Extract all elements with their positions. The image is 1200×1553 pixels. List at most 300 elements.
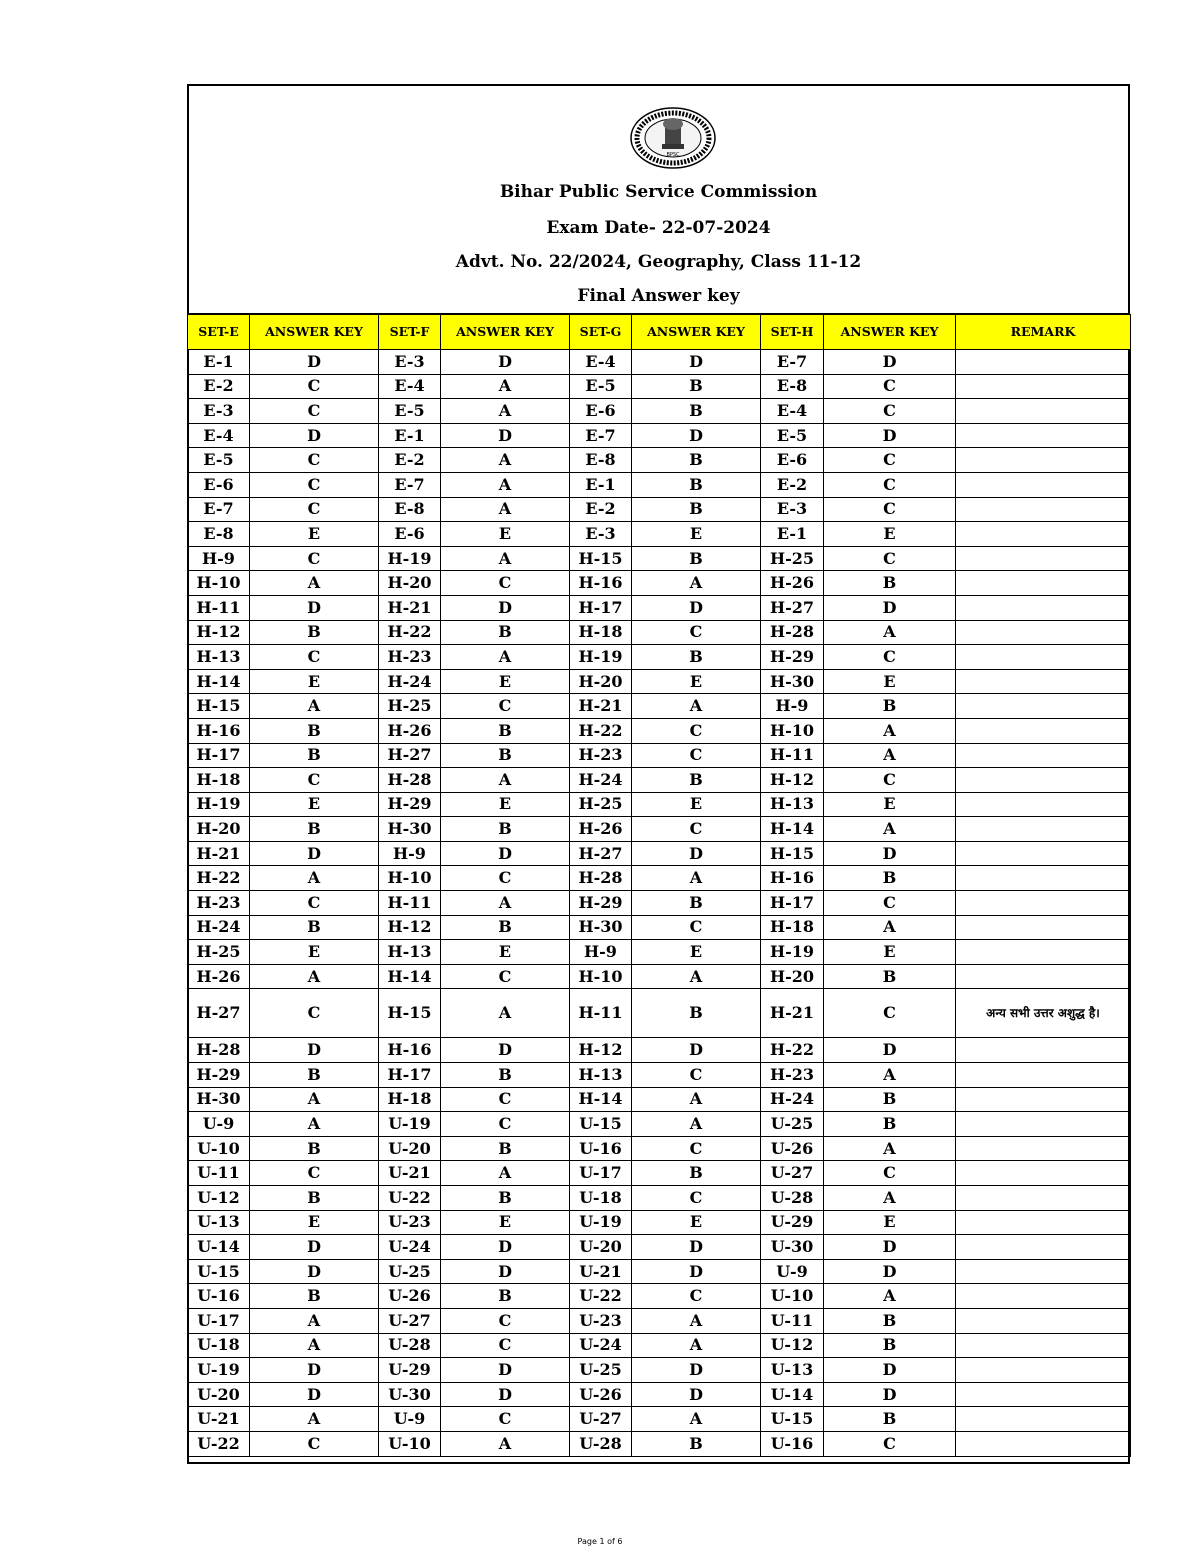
answer-cell: C [441,1087,570,1112]
table-row [188,1284,1131,1309]
question-cell: U-19 [570,1210,632,1235]
answer-cell: E [250,522,379,547]
question-cell: U-22 [379,1186,441,1211]
remark-cell [956,448,1131,473]
question-cell: H-30 [188,1087,250,1112]
question-cell: H-17 [570,595,632,620]
answer-cell: C [824,989,956,1038]
table-row [188,1112,1131,1137]
answer-cell: B [632,448,761,473]
answer-cell: C [250,1161,379,1186]
answer-cell: A [250,1308,379,1333]
answer-cell: B [441,620,570,645]
remark-cell [956,964,1131,989]
question-cell: E-8 [188,522,250,547]
table-row [188,423,1131,448]
question-cell: U-19 [188,1358,250,1383]
answer-cell: C [824,891,956,916]
table-row [188,915,1131,940]
answer-cell: D [441,841,570,866]
answer-cell: D [441,1382,570,1407]
table-row [188,1063,1131,1088]
answer-cell: A [824,743,956,768]
question-cell: U-25 [570,1358,632,1383]
question-cell: H-26 [188,964,250,989]
question-cell: U-30 [761,1235,824,1260]
table-row [188,792,1131,817]
remark-cell [956,940,1131,965]
answer-cell: E [824,522,956,547]
question-cell: H-25 [188,940,250,965]
question-cell: E-6 [379,522,441,547]
column-header: SET-G [570,315,632,350]
org-name: Bihar Public Service Commission [499,182,818,202]
table-row [188,841,1131,866]
table-row [188,940,1131,965]
answer-cell: C [250,374,379,399]
answer-cell: B [632,399,761,424]
answer-cell: B [441,1186,570,1211]
question-cell: U-25 [379,1259,441,1284]
answer-cell: E [632,522,761,547]
column-header: REMARK [956,315,1131,350]
question-cell: U-14 [761,1382,824,1407]
table-row [188,694,1131,719]
column-header: ANSWER KEY [824,315,956,350]
question-cell: H-10 [188,571,250,596]
answer-cell: E [441,1210,570,1235]
question-cell: U-24 [379,1235,441,1260]
question-cell: E-7 [379,472,441,497]
question-cell: H-16 [761,866,824,891]
remark-cell [956,1358,1131,1383]
question-cell: U-29 [379,1358,441,1383]
question-cell: H-21 [761,989,824,1038]
question-cell: U-27 [379,1308,441,1333]
table-row [188,571,1131,596]
question-cell: H-19 [761,940,824,965]
table-row [188,1161,1131,1186]
question-cell: U-18 [188,1333,250,1358]
question-cell: U-12 [188,1186,250,1211]
question-cell: E-1 [379,423,441,448]
answer-cell: A [441,768,570,793]
table-row [188,1358,1131,1383]
question-cell: H-19 [188,792,250,817]
remark-cell [956,792,1131,817]
answer-cell: D [250,595,379,620]
question-cell: H-13 [761,792,824,817]
question-cell: U-15 [188,1259,250,1284]
question-cell: H-17 [379,1063,441,1088]
column-header: ANSWER KEY [632,315,761,350]
answer-cell: A [632,1308,761,1333]
question-cell: E-1 [188,350,250,375]
question-cell: U-30 [379,1382,441,1407]
question-cell: H-26 [379,718,441,743]
answer-cell: A [632,1333,761,1358]
question-cell: U-29 [761,1210,824,1235]
question-cell: E-8 [570,448,632,473]
answer-cell: D [250,1358,379,1383]
question-cell: H-24 [761,1087,824,1112]
answer-cell: A [441,989,570,1038]
answer-cell: C [250,497,379,522]
answer-cell: D [824,1235,956,1260]
answer-cell: E [441,522,570,547]
question-cell: U-18 [570,1186,632,1211]
question-cell: U-21 [188,1407,250,1432]
question-cell: H-26 [570,817,632,842]
answer-cell: B [632,891,761,916]
question-cell: U-11 [188,1161,250,1186]
answer-cell: D [632,1358,761,1383]
answer-cell: A [250,866,379,891]
answer-cell: C [632,1186,761,1211]
question-cell: H-10 [379,866,441,891]
question-cell: U-16 [188,1284,250,1309]
question-cell: E-2 [379,448,441,473]
answer-cell: B [441,718,570,743]
table-row [188,1382,1131,1407]
question-cell: H-21 [570,694,632,719]
table-row [188,595,1131,620]
answer-cell: B [632,374,761,399]
question-cell: U-17 [570,1161,632,1186]
question-cell: H-9 [570,940,632,965]
question-cell: E-1 [761,522,824,547]
question-cell: H-9 [188,546,250,571]
question-cell: H-23 [188,891,250,916]
remark-cell [956,841,1131,866]
answer-cell: A [250,1333,379,1358]
answer-cell: A [441,497,570,522]
page-number: Page 1 of 6 [577,1537,623,1546]
answer-cell: A [441,1161,570,1186]
answer-cell: C [441,1112,570,1137]
answer-cell: C [824,768,956,793]
remark-cell [956,1235,1131,1260]
answer-cell: B [441,1136,570,1161]
remark-cell [956,399,1131,424]
question-cell: U-28 [379,1333,441,1358]
answer-cell: C [441,1308,570,1333]
answer-cell: B [441,817,570,842]
answer-cell: B [441,743,570,768]
answer-cell: B [441,1063,570,1088]
table-row [188,669,1131,694]
answer-cell: B [250,915,379,940]
remark-cell [956,472,1131,497]
question-cell: H-9 [379,841,441,866]
answer-cell: B [441,1284,570,1309]
question-cell: U-28 [570,1431,632,1456]
answer-cell: D [632,350,761,375]
table-row [188,1259,1131,1284]
question-cell: U-22 [570,1284,632,1309]
question-cell: E-4 [570,350,632,375]
remark-cell [956,1308,1131,1333]
question-cell: E-5 [761,423,824,448]
answer-cell: B [250,1063,379,1088]
answer-cell: B [632,645,761,670]
question-cell: U-10 [188,1136,250,1161]
answer-cell: D [824,1358,956,1383]
question-cell: E-6 [188,472,250,497]
answer-cell: D [250,841,379,866]
answer-cell: C [824,374,956,399]
answer-cell: A [632,866,761,891]
table-row [188,1235,1131,1260]
answer-cell: D [250,1382,379,1407]
answer-cell: C [632,743,761,768]
answer-cell: E [632,940,761,965]
advt-number: Advt. No. 22/2024, Geography, Class 11-12 [455,252,862,272]
question-cell: H-10 [761,718,824,743]
answer-cell: B [824,866,956,891]
answer-cell: C [824,645,956,670]
question-cell: H-18 [761,915,824,940]
answer-cell: C [632,718,761,743]
answer-cell: A [250,964,379,989]
answer-cell: C [824,546,956,571]
answer-cell: E [824,792,956,817]
question-cell: U-16 [761,1431,824,1456]
question-cell: U-23 [379,1210,441,1235]
remark-cell [956,645,1131,670]
table-row [188,817,1131,842]
remark-cell [956,350,1131,375]
answer-cell: A [441,374,570,399]
question-cell: H-24 [188,915,250,940]
question-cell: H-20 [379,571,441,596]
question-cell: H-12 [761,768,824,793]
question-cell: H-22 [379,620,441,645]
question-cell: E-2 [761,472,824,497]
answer-cell: C [250,989,379,1038]
table-body [188,350,1131,1457]
answer-cell: D [250,1259,379,1284]
answer-key-table [187,314,1131,1457]
answer-cell: D [632,841,761,866]
table-row [188,743,1131,768]
question-cell: U-19 [379,1112,441,1137]
answer-cell: E [824,1210,956,1235]
question-cell: U-9 [761,1259,824,1284]
remark-cell: अन्य सभी उत्तर अशुद्ध है। [956,989,1131,1038]
question-cell: H-23 [379,645,441,670]
answer-cell: B [250,1186,379,1211]
table-row [188,1407,1131,1432]
answer-cell: C [250,399,379,424]
table-row [188,497,1131,522]
answer-cell: E [632,669,761,694]
question-cell: U-22 [188,1431,250,1456]
answer-cell: B [824,1087,956,1112]
column-header: ANSWER KEY [250,315,379,350]
answer-cell: B [824,1112,956,1137]
answer-cell: C [250,768,379,793]
question-cell: U-24 [570,1333,632,1358]
remark-cell [956,694,1131,719]
table-row [188,718,1131,743]
question-cell: U-20 [570,1235,632,1260]
answer-cell: D [441,423,570,448]
answer-cell: B [632,546,761,571]
question-cell: H-29 [188,1063,250,1088]
question-cell: H-18 [379,1087,441,1112]
answer-cell: D [632,1382,761,1407]
exam-date: Exam Date- 22-07-2024 [546,218,771,238]
answer-cell: B [824,694,956,719]
answer-cell: C [824,399,956,424]
answer-cell: C [250,891,379,916]
answer-cell: A [441,645,570,670]
answer-cell: D [441,1358,570,1383]
table-row [188,1186,1131,1211]
question-cell: H-18 [570,620,632,645]
question-cell: E-3 [188,399,250,424]
question-cell: U-20 [379,1136,441,1161]
remark-cell [956,718,1131,743]
answer-cell: D [441,1235,570,1260]
answer-cell: E [632,792,761,817]
column-header: SET-E [188,315,250,350]
answer-cell: B [250,1284,379,1309]
question-cell: H-20 [570,669,632,694]
answer-cell: A [632,571,761,596]
answer-cell: B [632,472,761,497]
question-cell: H-25 [761,546,824,571]
question-cell: U-14 [188,1235,250,1260]
answer-cell: A [824,817,956,842]
answer-cell: E [250,669,379,694]
answer-cell: B [824,571,956,596]
question-cell: U-21 [379,1161,441,1186]
answer-cell: D [824,841,956,866]
remark-cell [956,1186,1131,1211]
answer-cell: D [824,350,956,375]
remark-cell [956,1161,1131,1186]
answer-cell: B [632,989,761,1038]
table-row [188,1136,1131,1161]
answer-cell: C [632,1136,761,1161]
answer-cell: A [441,472,570,497]
question-cell: H-26 [761,571,824,596]
answer-cell: A [632,1407,761,1432]
question-cell: U-26 [379,1284,441,1309]
question-cell: E-7 [570,423,632,448]
remark-cell [956,1087,1131,1112]
question-cell: H-13 [570,1063,632,1088]
question-cell: H-21 [379,595,441,620]
question-cell: E-7 [761,350,824,375]
answer-cell: A [441,399,570,424]
answer-cell: E [441,792,570,817]
question-cell: H-13 [188,645,250,670]
answer-cell: A [824,620,956,645]
question-cell: H-21 [188,841,250,866]
question-cell: H-19 [379,546,441,571]
answer-cell: B [632,768,761,793]
answer-cell: B [250,620,379,645]
question-cell: H-30 [761,669,824,694]
question-cell: H-25 [570,792,632,817]
question-cell: H-14 [188,669,250,694]
answer-cell: A [824,1136,956,1161]
question-cell: E-3 [570,522,632,547]
answer-cell: C [441,1333,570,1358]
question-cell: H-11 [379,891,441,916]
sheet-title: Final Answer key [577,286,740,306]
question-cell: U-15 [570,1112,632,1137]
question-cell: H-11 [761,743,824,768]
answer-cell: A [632,964,761,989]
question-cell: H-30 [570,915,632,940]
question-cell: H-16 [379,1038,441,1063]
question-cell: U-27 [761,1161,824,1186]
question-cell: U-12 [761,1333,824,1358]
table-row [188,1333,1131,1358]
answer-cell: C [250,472,379,497]
question-cell: H-11 [188,595,250,620]
answer-cell: D [441,595,570,620]
answer-cell: D [250,1235,379,1260]
answer-cell: D [824,1259,956,1284]
answer-cell: C [441,866,570,891]
answer-cell: C [441,964,570,989]
question-cell: H-12 [570,1038,632,1063]
answer-cell: D [250,423,379,448]
answer-cell: B [632,1161,761,1186]
question-cell: H-29 [379,792,441,817]
answer-cell: C [441,1407,570,1432]
sheet-header [189,86,1128,314]
question-cell: H-14 [570,1087,632,1112]
question-cell: E-4 [761,399,824,424]
answer-cell: A [441,891,570,916]
question-cell: H-24 [379,669,441,694]
remark-cell [956,915,1131,940]
answer-cell: C [250,448,379,473]
answer-cell: B [250,1136,379,1161]
question-cell: U-16 [570,1136,632,1161]
answer-cell: C [824,472,956,497]
table-row [188,1210,1131,1235]
table-row [188,546,1131,571]
answer-cell: A [824,718,956,743]
answer-cell: D [632,595,761,620]
answer-cell: B [824,964,956,989]
question-cell: H-28 [379,768,441,793]
table-header-row [188,315,1131,350]
answer-cell: A [824,915,956,940]
question-cell: H-12 [188,620,250,645]
table-row [188,522,1131,547]
question-cell: U-9 [379,1407,441,1432]
answer-cell: B [632,1431,761,1456]
question-cell: H-29 [761,645,824,670]
remark-cell [956,1333,1131,1358]
answer-cell: C [250,645,379,670]
answer-cell: E [824,669,956,694]
answer-cell: D [632,423,761,448]
answer-cell: D [441,1259,570,1284]
remark-cell [956,620,1131,645]
table-row [188,1038,1131,1063]
table-row [188,1431,1131,1456]
answer-cell: B [250,718,379,743]
